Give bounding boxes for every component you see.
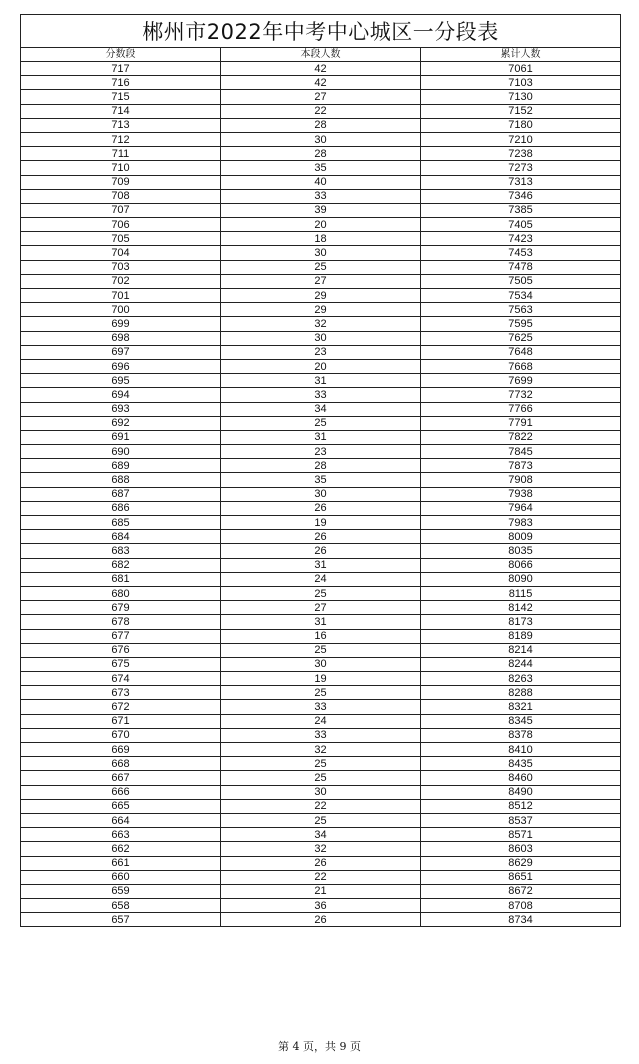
cumulative-cell: 7103 xyxy=(421,76,621,90)
score-cell: 701 xyxy=(21,289,221,303)
score-cell: 708 xyxy=(21,189,221,203)
cumulative-cell: 7478 xyxy=(421,260,621,274)
score-cell: 698 xyxy=(21,331,221,345)
table-row xyxy=(21,487,621,501)
count-cell: 33 xyxy=(221,189,421,203)
cumulative-cell: 7625 xyxy=(421,331,621,345)
table-row xyxy=(21,274,621,288)
count-cell: 31 xyxy=(221,558,421,572)
table-row xyxy=(21,445,621,459)
score-cell: 706 xyxy=(21,218,221,232)
count-cell: 33 xyxy=(221,728,421,742)
score-cell: 703 xyxy=(21,260,221,274)
count-cell: 20 xyxy=(221,359,421,373)
count-cell: 35 xyxy=(221,161,421,175)
count-cell: 26 xyxy=(221,501,421,515)
cumulative-cell: 7130 xyxy=(421,90,621,104)
table-row xyxy=(21,161,621,175)
table-row xyxy=(21,757,621,771)
count-cell: 31 xyxy=(221,430,421,444)
table-row xyxy=(21,459,621,473)
cumulative-cell: 8009 xyxy=(421,530,621,544)
score-cell: 707 xyxy=(21,203,221,217)
score-cell: 712 xyxy=(21,132,221,146)
count-cell: 30 xyxy=(221,132,421,146)
count-cell: 30 xyxy=(221,785,421,799)
table-row xyxy=(21,473,621,487)
count-cell: 16 xyxy=(221,629,421,643)
cumulative-cell: 7238 xyxy=(421,147,621,161)
score-cell: 687 xyxy=(21,487,221,501)
score-cell: 659 xyxy=(21,884,221,898)
count-cell: 34 xyxy=(221,828,421,842)
table-row xyxy=(21,388,621,402)
table-row xyxy=(21,572,621,586)
count-cell: 20 xyxy=(221,218,421,232)
cumulative-cell: 8734 xyxy=(421,913,621,927)
score-cell: 669 xyxy=(21,743,221,757)
score-cell: 675 xyxy=(21,657,221,671)
count-cell: 33 xyxy=(221,700,421,714)
table-row xyxy=(21,416,621,430)
table-row xyxy=(21,728,621,742)
table-row xyxy=(21,856,621,870)
table-row xyxy=(21,530,621,544)
score-cell: 674 xyxy=(21,672,221,686)
count-cell: 26 xyxy=(221,544,421,558)
cumulative-cell: 8142 xyxy=(421,601,621,615)
cumulative-cell: 7964 xyxy=(421,501,621,515)
table-row xyxy=(21,828,621,842)
count-cell: 42 xyxy=(221,76,421,90)
table-row xyxy=(21,516,621,530)
score-cell: 714 xyxy=(21,104,221,118)
count-cell: 19 xyxy=(221,516,421,530)
table-row xyxy=(21,132,621,146)
count-cell: 39 xyxy=(221,203,421,217)
score-cell: 689 xyxy=(21,459,221,473)
count-cell: 36 xyxy=(221,899,421,913)
cumulative-cell: 7061 xyxy=(421,62,621,76)
count-cell: 30 xyxy=(221,487,421,501)
score-cell: 715 xyxy=(21,90,221,104)
table-row xyxy=(21,232,621,246)
count-cell: 31 xyxy=(221,374,421,388)
score-cell: 665 xyxy=(21,799,221,813)
cumulative-cell: 7699 xyxy=(421,374,621,388)
header-cumulative-count: 累计人数 xyxy=(421,48,621,62)
score-cell: 660 xyxy=(21,870,221,884)
count-cell: 30 xyxy=(221,246,421,260)
cumulative-cell: 7766 xyxy=(421,402,621,416)
cumulative-cell: 7563 xyxy=(421,303,621,317)
cumulative-cell: 8244 xyxy=(421,657,621,671)
cumulative-cell: 7505 xyxy=(421,274,621,288)
score-distribution-table xyxy=(20,14,621,927)
cumulative-cell: 8410 xyxy=(421,743,621,757)
cumulative-cell: 8603 xyxy=(421,842,621,856)
cumulative-cell: 7668 xyxy=(421,359,621,373)
count-cell: 22 xyxy=(221,799,421,813)
score-cell: 711 xyxy=(21,147,221,161)
cumulative-cell: 7732 xyxy=(421,388,621,402)
table-row xyxy=(21,76,621,90)
count-cell: 25 xyxy=(221,586,421,600)
count-cell: 32 xyxy=(221,743,421,757)
table-row xyxy=(21,175,621,189)
table-row xyxy=(21,303,621,317)
count-cell: 33 xyxy=(221,388,421,402)
count-cell: 29 xyxy=(221,289,421,303)
cumulative-cell: 8490 xyxy=(421,785,621,799)
score-cell: 658 xyxy=(21,899,221,913)
cumulative-cell: 7534 xyxy=(421,289,621,303)
count-cell: 32 xyxy=(221,317,421,331)
count-cell: 23 xyxy=(221,445,421,459)
table-row xyxy=(21,913,621,927)
cumulative-cell: 8173 xyxy=(421,615,621,629)
cumulative-cell: 8288 xyxy=(421,686,621,700)
score-cell: 713 xyxy=(21,118,221,132)
table-row xyxy=(21,374,621,388)
cumulative-cell: 7938 xyxy=(421,487,621,501)
count-cell: 18 xyxy=(221,232,421,246)
cumulative-cell: 8435 xyxy=(421,757,621,771)
count-cell: 42 xyxy=(221,62,421,76)
cumulative-cell: 8214 xyxy=(421,643,621,657)
score-cell: 670 xyxy=(21,728,221,742)
cumulative-cell: 8537 xyxy=(421,813,621,827)
table-row xyxy=(21,743,621,757)
score-cell: 680 xyxy=(21,586,221,600)
count-cell: 22 xyxy=(221,104,421,118)
cumulative-cell: 8629 xyxy=(421,856,621,870)
table-row xyxy=(21,430,621,444)
score-cell: 672 xyxy=(21,700,221,714)
table-row xyxy=(21,246,621,260)
cumulative-cell: 8090 xyxy=(421,572,621,586)
cumulative-cell: 7346 xyxy=(421,189,621,203)
cumulative-cell: 8460 xyxy=(421,771,621,785)
count-cell: 25 xyxy=(221,686,421,700)
score-cell: 663 xyxy=(21,828,221,842)
table-row xyxy=(21,643,621,657)
table-row xyxy=(21,402,621,416)
score-cell: 691 xyxy=(21,430,221,444)
score-cell: 700 xyxy=(21,303,221,317)
cumulative-cell: 7152 xyxy=(421,104,621,118)
score-cell: 662 xyxy=(21,842,221,856)
cumulative-cell: 7273 xyxy=(421,161,621,175)
score-cell: 657 xyxy=(21,913,221,927)
count-cell: 29 xyxy=(221,303,421,317)
cumulative-cell: 8512 xyxy=(421,799,621,813)
score-table-sheet xyxy=(20,14,620,927)
count-cell: 40 xyxy=(221,175,421,189)
score-cell: 696 xyxy=(21,359,221,373)
score-cell: 699 xyxy=(21,317,221,331)
score-cell: 694 xyxy=(21,388,221,402)
count-cell: 25 xyxy=(221,813,421,827)
table-row xyxy=(21,714,621,728)
count-cell: 26 xyxy=(221,856,421,870)
cumulative-cell: 7595 xyxy=(421,317,621,331)
score-cell: 692 xyxy=(21,416,221,430)
score-cell: 705 xyxy=(21,232,221,246)
score-cell: 690 xyxy=(21,445,221,459)
cumulative-cell: 7313 xyxy=(421,175,621,189)
cumulative-cell: 8345 xyxy=(421,714,621,728)
score-cell: 671 xyxy=(21,714,221,728)
page-footer: 第 4 页，共 9 页 xyxy=(278,1040,361,1053)
count-cell: 21 xyxy=(221,884,421,898)
table-row xyxy=(21,586,621,600)
table-row xyxy=(21,289,621,303)
score-cell: 695 xyxy=(21,374,221,388)
cumulative-cell: 8263 xyxy=(421,672,621,686)
table-row xyxy=(21,260,621,274)
count-cell: 23 xyxy=(221,345,421,359)
score-cell: 693 xyxy=(21,402,221,416)
count-cell: 30 xyxy=(221,657,421,671)
cumulative-cell: 7873 xyxy=(421,459,621,473)
count-cell: 28 xyxy=(221,459,421,473)
table-row xyxy=(21,118,621,132)
table-row xyxy=(21,104,621,118)
count-cell: 25 xyxy=(221,757,421,771)
table-row xyxy=(21,90,621,104)
score-cell: 716 xyxy=(21,76,221,90)
cumulative-cell: 7822 xyxy=(421,430,621,444)
table-row xyxy=(21,147,621,161)
score-cell: 681 xyxy=(21,572,221,586)
cumulative-cell: 7648 xyxy=(421,345,621,359)
cumulative-cell: 7405 xyxy=(421,218,621,232)
score-cell: 661 xyxy=(21,856,221,870)
cumulative-cell: 8189 xyxy=(421,629,621,643)
table-row xyxy=(21,501,621,515)
count-cell: 19 xyxy=(221,672,421,686)
score-cell: 673 xyxy=(21,686,221,700)
cumulative-cell: 8035 xyxy=(421,544,621,558)
count-cell: 25 xyxy=(221,771,421,785)
score-cell: 709 xyxy=(21,175,221,189)
table-row xyxy=(21,785,621,799)
table-row xyxy=(21,799,621,813)
cumulative-cell: 7791 xyxy=(421,416,621,430)
table-row xyxy=(21,629,621,643)
cumulative-cell: 8571 xyxy=(421,828,621,842)
score-cell: 710 xyxy=(21,161,221,175)
score-cell: 717 xyxy=(21,62,221,76)
score-cell: 676 xyxy=(21,643,221,657)
table-row xyxy=(21,558,621,572)
header-row xyxy=(21,48,621,62)
table-row xyxy=(21,62,621,76)
table-row xyxy=(21,813,621,827)
cumulative-cell: 7210 xyxy=(421,132,621,146)
count-cell: 30 xyxy=(221,331,421,345)
table-row xyxy=(21,672,621,686)
table-row xyxy=(21,884,621,898)
score-cell: 664 xyxy=(21,813,221,827)
table-row xyxy=(21,686,621,700)
cumulative-cell: 7908 xyxy=(421,473,621,487)
table-row xyxy=(21,870,621,884)
count-cell: 25 xyxy=(221,260,421,274)
score-cell: 686 xyxy=(21,501,221,515)
score-cell: 702 xyxy=(21,274,221,288)
score-cell: 697 xyxy=(21,345,221,359)
table-row xyxy=(21,345,621,359)
table-row xyxy=(21,615,621,629)
count-cell: 28 xyxy=(221,118,421,132)
cumulative-cell: 8066 xyxy=(421,558,621,572)
score-cell: 679 xyxy=(21,601,221,615)
score-cell: 677 xyxy=(21,629,221,643)
header-score-range: 分数段 xyxy=(21,48,221,62)
cumulative-cell: 7453 xyxy=(421,246,621,260)
count-cell: 25 xyxy=(221,643,421,657)
cumulative-cell: 8378 xyxy=(421,728,621,742)
score-cell: 682 xyxy=(21,558,221,572)
score-cell: 667 xyxy=(21,771,221,785)
table-row xyxy=(21,657,621,671)
count-cell: 27 xyxy=(221,90,421,104)
table-row xyxy=(21,359,621,373)
count-cell: 27 xyxy=(221,274,421,288)
cumulative-cell: 7845 xyxy=(421,445,621,459)
table-row xyxy=(21,700,621,714)
table-row xyxy=(21,544,621,558)
count-cell: 31 xyxy=(221,615,421,629)
count-cell: 25 xyxy=(221,416,421,430)
score-cell: 685 xyxy=(21,516,221,530)
table-title: 郴州市2022年中考中心城区一分段表 xyxy=(21,15,621,48)
table-row xyxy=(21,203,621,217)
cumulative-cell: 7385 xyxy=(421,203,621,217)
table-row xyxy=(21,899,621,913)
table-row xyxy=(21,218,621,232)
table-row xyxy=(21,317,621,331)
cumulative-cell: 8115 xyxy=(421,586,621,600)
table-row xyxy=(21,601,621,615)
cumulative-cell: 8321 xyxy=(421,700,621,714)
count-cell: 24 xyxy=(221,572,421,586)
cumulative-cell: 7983 xyxy=(421,516,621,530)
cumulative-cell: 8708 xyxy=(421,899,621,913)
count-cell: 26 xyxy=(221,913,421,927)
cumulative-cell: 7180 xyxy=(421,118,621,132)
table-row xyxy=(21,189,621,203)
count-cell: 35 xyxy=(221,473,421,487)
count-cell: 32 xyxy=(221,842,421,856)
count-cell: 22 xyxy=(221,870,421,884)
cumulative-cell: 8651 xyxy=(421,870,621,884)
cumulative-cell: 7423 xyxy=(421,232,621,246)
cumulative-cell: 8672 xyxy=(421,884,621,898)
score-cell: 683 xyxy=(21,544,221,558)
table-row xyxy=(21,331,621,345)
count-cell: 26 xyxy=(221,530,421,544)
count-cell: 27 xyxy=(221,601,421,615)
count-cell: 34 xyxy=(221,402,421,416)
table-row xyxy=(21,842,621,856)
score-cell: 666 xyxy=(21,785,221,799)
count-cell: 28 xyxy=(221,147,421,161)
score-cell: 684 xyxy=(21,530,221,544)
header-count-in-range: 本段人数 xyxy=(221,48,421,62)
score-cell: 678 xyxy=(21,615,221,629)
score-cell: 704 xyxy=(21,246,221,260)
table-row xyxy=(21,771,621,785)
score-cell: 688 xyxy=(21,473,221,487)
score-cell: 668 xyxy=(21,757,221,771)
count-cell: 24 xyxy=(221,714,421,728)
